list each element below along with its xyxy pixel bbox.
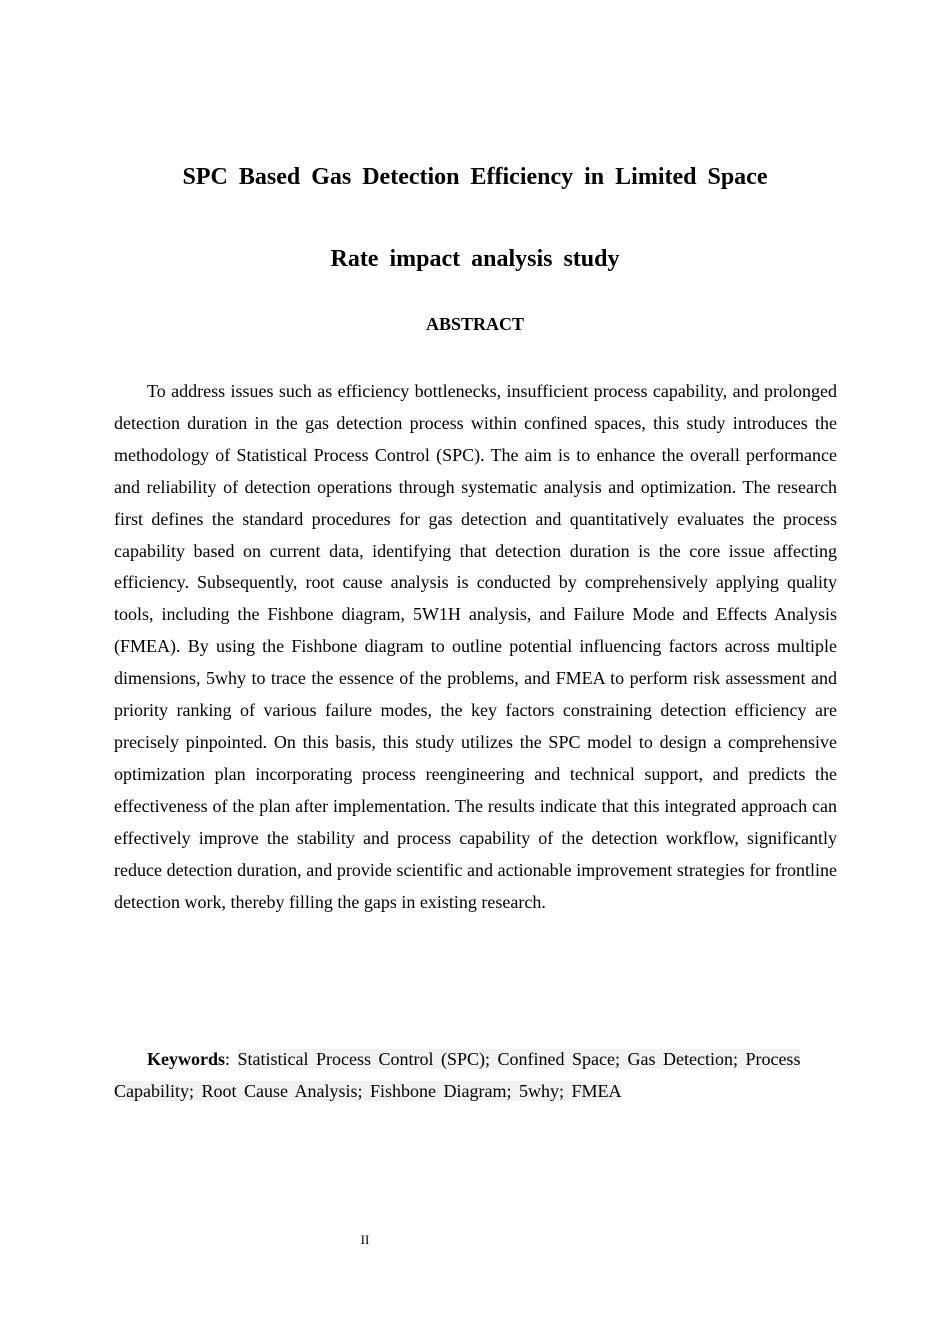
abstract-body: To address issues such as efficiency bottlenecks, insufficient process capability, and prolonged detection duration in the gas detection process within confined spaces, this study introduces the methodology of Statistical Process Control (SPC). The aim is to enhance the overall performance and reliability of detection operations through systematic analysis and optimization. The research first defines the standard procedures for gas detection and quantitatively evaluates the process capability based on current data, identifying that detection duration is the core issue affecting efficiency. Subsequently, root cause analysis is conducted by comprehensively applying quality tools, including the Fishbone diagram, 5W1H analysis, and Failure Mode and Effects Analysis (FMEA). By using the Fishbone diagram to outline potential influencing factors across multiple dimensions, 5why to trace the essence of the problems, and FMEA to perform risk assessment and priority ranking of various failure modes, the key factors constraining detection efficiency are precisely pinpointed. On this basis, this study utilizes the SPC model to design a comprehensive optimization plan incorporating process reengineering and technical support, and predicts the effectiveness of the plan after implementation. The results indicate that this integrated approach can effectively improve the stability and process capability of the detection workflow, significantly reduce detection duration, and provide scientific and actionable improvement strategies for frontline detection work, thereby filling the gaps in existing research. [114,381,837,912]
keywords-list: Statistical Process Control (SPC); Confined Space; Gas Detection; Process Capability; Root Cause Analysis; Fishbone Diagram; 5why; FMEA [114,1049,801,1101]
abstract-heading: ABSTRACT [425,314,525,334]
paper-title-line-1: SPC Based Gas Detection Efficiency in Limited Space [182,164,768,190]
keywords-label: Keywords [147,1049,225,1069]
keywords-paragraph [114,1043,814,1107]
keywords-separator: : [225,1049,238,1069]
page-number: II [360,1232,370,1247]
paper-title-line-2: Rate impact analysis study [330,246,620,272]
